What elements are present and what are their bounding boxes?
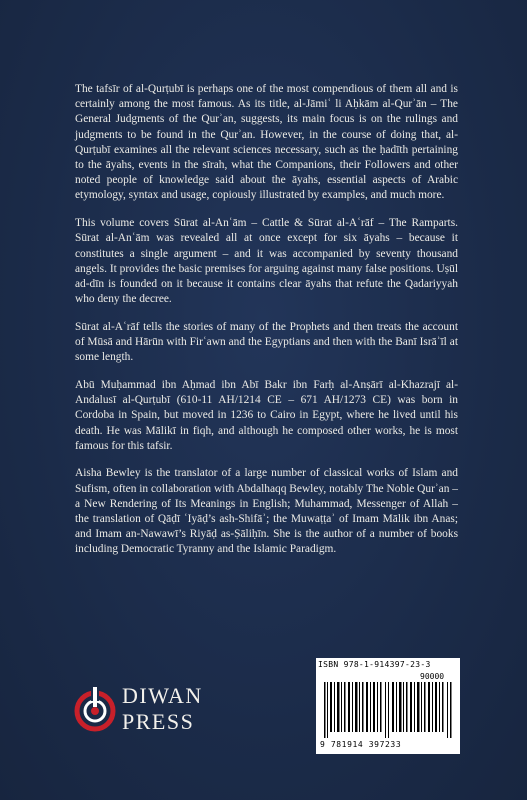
isbn-label: ISBN 978-1-914397-23-3 — [318, 660, 431, 669]
description-paragraph-1: The tafsīr of al-Qurṭubī is perhaps one of the most compendious of them all and is certainly among the most famous. As its title, al-Jāmiʿ li Aḥkām al-Qurʾān – The General Judgments of the Qurʾan, suggests, its main focus is on the rulings and judgments to be found in the Qurʾan. However, in the course of doing that, al-Qurṭubī examines all the relevant sciences necessary, such as the ḥadīth pertaining to the āyahs, events in the sīrah, what the Companions, their Followers and other noted people of knowledge said about the āyahs, essential aspects of Arabic etymology, syntax and usage, copiously illustrated by examples, and much more. — [75, 83, 458, 202]
diwan-logo-icon — [74, 687, 116, 735]
ean-number: 9 781914 397233 — [320, 740, 402, 749]
price-code: 90000 — [420, 672, 445, 681]
publisher-name-line2: PRESS — [122, 709, 195, 734]
description-paragraph-3: Sūrat al-Aʿrāf tells the stories of many of the Prophets and then treats the account of Mūsā and Hārūn with Firʿawn and the Egyptians and then with the Banī Isrāʾīl at some length. — [75, 320, 458, 364]
author-bio-paragraph: Abū Muḥammad ibn Aḥmad ibn Abī Bakr ibn Farḥ al-Anṣārī al-Khazrajī al-Andalusī al-Qurṭubī (610-11 AH/1214 CE – 671 AH/1273 CE) was born in Cordoba in Spain, but moved in 1236 to Cairo in Egypt, where he lived until his death. He was Mālikī in fiqh, and although he composed other works, he is most famous for this tafsir. — [75, 378, 458, 452]
back-cover-text — [75, 82, 458, 570]
translator-bio-paragraph: Aisha Bewley is the translator of a large number of classical works of Islam and Sufism, often in collaboration with Abdalhaqq Bewley, notably The Noble Qurʾan – a New Rendering of Its Meanings in English; Muhammad, Messenger of Allah – the translation of Qāḍī ʿIyāḍ’s ash-Shifāʾ; the Muwaṭṭaʾ of Imam Mālik ibn Anas; and Imam an-Nawawī’s Riyāḍ as-Ṣāliḥīn. She is the author of a number of books including Democratic Tyranny and the Islamic Paradigm. — [75, 467, 458, 556]
description-paragraph-2: This volume covers Sūrat al-Anʿām – Cattle & Sūrat al-Aʿrāf – The Ramparts. Sūrat al-Anʿām was revealed all at once except for six āyahs – because it constitutes a single argument – and it was accompanied by seventy thousand angels. It provides the basic premises for arguing against many false positions. Uṣūl ad-dīn is founded on it because it contains clear āyahs that refute the Qadariyyah who deny the decree. — [75, 217, 458, 306]
barcode-bars — [322, 682, 454, 738]
publisher-name-line1: DIWAN — [122, 683, 203, 708]
publisher-logo — [74, 683, 234, 745]
